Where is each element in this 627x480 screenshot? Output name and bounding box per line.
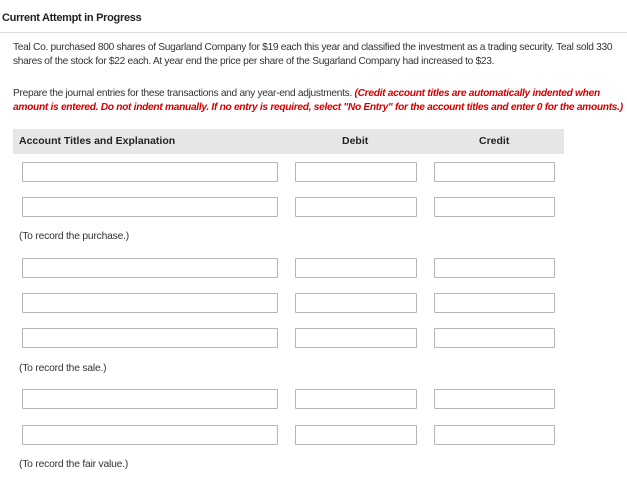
fair-value-row-2-credit-input[interactable] xyxy=(434,425,555,445)
purchase-row-1-credit-input[interactable] xyxy=(434,162,555,182)
sale-row-3-account-input[interactable] xyxy=(22,328,278,348)
purchase-entry-note: (To record the purchase.) xyxy=(19,231,130,242)
instructions xyxy=(13,87,625,114)
instructions-warning: (Credit account titles are automatically indented when amount is entered. Do not indent manually. If no entry is required, select "No Entry" for the account titles and enter 0 for the amounts.) xyxy=(13,88,623,113)
purchase-row-2-account-input[interactable] xyxy=(22,197,278,217)
fair-value-entry-note: (To record the fair value.) xyxy=(19,459,129,470)
column-header-account: Account Titles and Explanation xyxy=(19,135,176,147)
sale-row-2-debit-input[interactable] xyxy=(295,293,417,313)
sale-row-3-debit-input[interactable] xyxy=(295,328,417,348)
purchase-row-2-debit-input[interactable] xyxy=(295,197,417,217)
fair-value-row-2-debit-input[interactable] xyxy=(295,425,417,445)
fair-value-row-1-debit-input[interactable] xyxy=(295,389,417,409)
sale-entry-note: (To record the sale.) xyxy=(19,363,107,374)
fair-value-row-1-credit-input[interactable] xyxy=(434,389,555,409)
journal-table-header xyxy=(13,129,564,154)
sale-row-2-account-input[interactable] xyxy=(22,293,278,313)
sale-row-1-account-input[interactable] xyxy=(22,258,278,278)
sale-row-3-credit-input[interactable] xyxy=(434,328,555,348)
sale-row-1-credit-input[interactable] xyxy=(434,258,555,278)
fair-value-row-2-account-input[interactable] xyxy=(22,425,278,445)
problem-statement: Teal Co. purchased 800 shares of Sugarland Company for $19 each this year and classified the investment as a trading security. Teal sold 330 shares of the stock for $22 each. At year end the price per share of the Sugarland Company had increased to $23. xyxy=(13,42,613,67)
fair-value-row-1-account-input[interactable] xyxy=(22,389,278,409)
sale-row-2-credit-input[interactable] xyxy=(434,293,555,313)
sale-row-1-debit-input[interactable] xyxy=(295,258,417,278)
attempt-title: Current Attempt in Progress xyxy=(2,12,142,24)
instructions-text: Prepare the journal entries for these transactions and any year-end adjustments. xyxy=(13,88,355,99)
column-header-credit: Credit xyxy=(479,135,510,147)
purchase-row-2-credit-input[interactable] xyxy=(434,197,555,217)
purchase-row-1-debit-input[interactable] xyxy=(295,162,417,182)
column-header-debit: Debit xyxy=(342,135,369,147)
purchase-row-1-account-input[interactable] xyxy=(22,162,278,182)
header-divider xyxy=(0,32,627,33)
